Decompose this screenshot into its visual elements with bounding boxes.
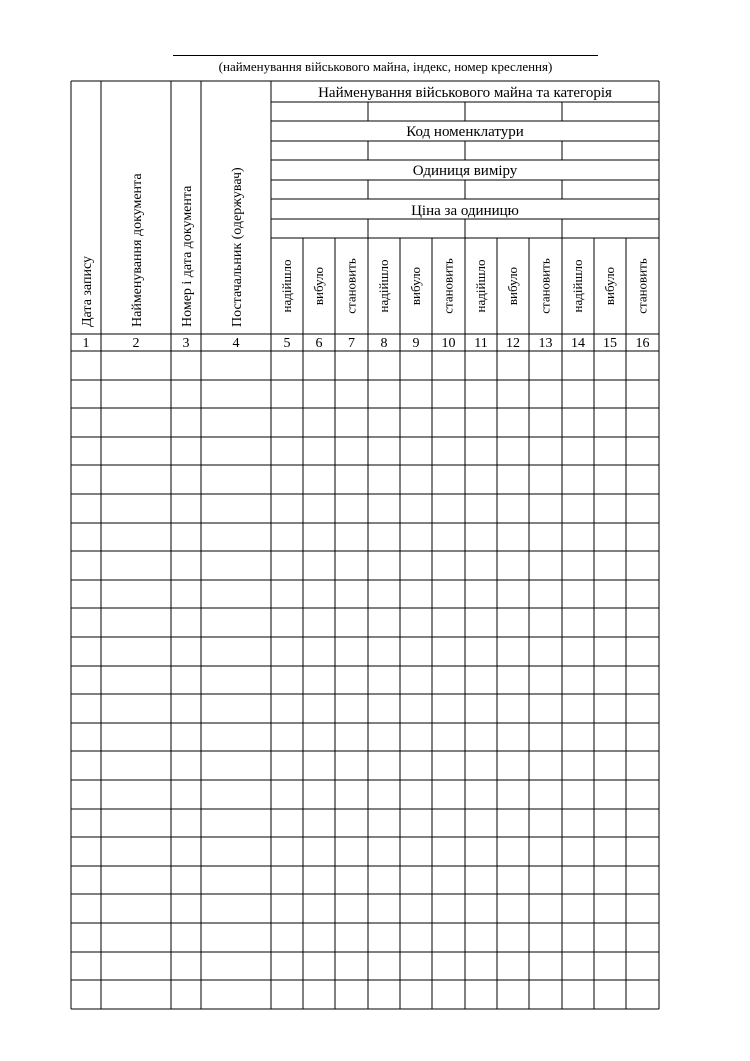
- column-header-4: Постачальник (одержувач): [230, 167, 245, 327]
- column-number: 14: [571, 336, 585, 351]
- header-band-4: Ціна за одиницю: [411, 203, 519, 219]
- column-header-1: Дата запису: [80, 256, 95, 327]
- column-number: 6: [315, 336, 323, 351]
- header-band-2: Код номенклатури: [406, 124, 524, 140]
- column-number: 5: [283, 336, 291, 351]
- column-number: 16: [635, 336, 650, 351]
- sub-column-header: вибуло: [602, 266, 617, 306]
- column-header-2: Найменування документа: [130, 173, 145, 327]
- column-number: 15: [603, 336, 617, 351]
- sub-column-header: надійшло: [279, 259, 294, 313]
- sub-column-header: становить: [634, 258, 650, 314]
- column-number: 11: [474, 336, 488, 351]
- sub-column-header: надійшло: [376, 259, 391, 313]
- header-band-1: Найменування військового майна та категорія: [318, 85, 612, 101]
- sub-column-header: надійшло: [570, 259, 585, 313]
- sub-column-header: становить: [537, 258, 553, 314]
- column-number: 8: [380, 336, 388, 351]
- column-number: 1: [82, 336, 90, 351]
- column-number: 12: [506, 336, 520, 351]
- column-number: 9: [412, 336, 420, 351]
- column-number: 10: [441, 336, 456, 351]
- column-header-3: Номер і дата документа: [180, 185, 195, 327]
- caption: (найменування військового майна, індекс, номер креслення): [218, 59, 553, 74]
- sub-column-header: вибуло: [311, 266, 326, 306]
- column-number: 7: [348, 336, 355, 351]
- sub-column-header: вибуло: [408, 266, 423, 306]
- column-number: 2: [132, 336, 140, 351]
- sub-column-header: вибуло: [505, 266, 520, 306]
- sub-column-header: становить: [343, 258, 359, 314]
- sub-column-header: надійшло: [473, 259, 488, 313]
- column-number: 3: [182, 336, 190, 351]
- header-band-3: Одиниця виміру: [412, 163, 518, 179]
- column-number: 13: [538, 336, 553, 351]
- column-number: 4: [232, 336, 240, 351]
- sub-column-header: становить: [440, 258, 456, 314]
